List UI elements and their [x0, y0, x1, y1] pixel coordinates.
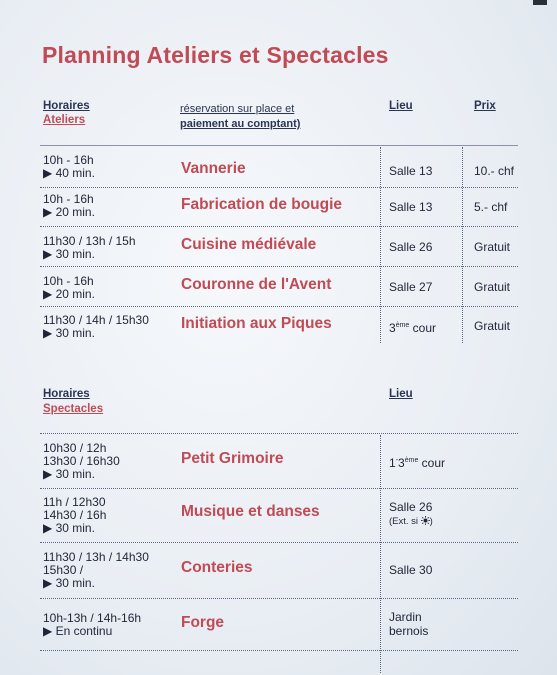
spectacle-name: Petit Grimoire	[181, 450, 284, 467]
reservation-note	[180, 102, 300, 132]
ateliers-horaires-header: Horaires	[43, 100, 90, 112]
ateliers-prix-header: Prix	[474, 100, 496, 112]
ateliers-lieu-separator	[380, 147, 381, 343]
sun-icon	[421, 516, 430, 525]
atelier-prix: Gratuit	[474, 280, 511, 294]
ateliers-section-label: Ateliers	[43, 114, 86, 126]
atelier-duration: ▶ 30 min.	[43, 247, 95, 261]
row-divider	[40, 598, 518, 599]
atelier-time: 10h - 16h	[43, 274, 94, 288]
atelier-lieu: Salle 27	[389, 280, 433, 294]
spectacle-lieu: Salle 26	[389, 500, 433, 514]
atelier-prix: Gratuit	[474, 319, 511, 333]
atelier-name: Initiation aux Piques	[181, 315, 332, 332]
row-divider	[40, 488, 518, 489]
spectacle-time: 14h30 / 16h	[43, 508, 107, 522]
spectacle-time: 15h30 /	[43, 563, 84, 577]
page-title: Planning Ateliers et Spectacles	[42, 42, 389, 68]
atelier-lieu: Salle 26	[389, 240, 433, 254]
atelier-lieu: Salle 13	[389, 200, 433, 214]
reservation-note-line1: réservation sur place et	[180, 103, 295, 115]
spectacles-section-label: Spectacles	[43, 403, 104, 415]
spectacle-time: 11h / 12h30	[43, 495, 106, 509]
spectacle-name: Musique et danses	[181, 503, 320, 520]
atelier-time: 11h30 / 13h / 15h	[43, 234, 136, 248]
atelier-lieu: 3ème cour	[389, 321, 436, 335]
spectacle-lieu: 1-3ème cour	[389, 456, 446, 470]
atelier-duration: ▶ 20 min.	[43, 205, 95, 219]
atelier-prix: Gratuit	[474, 240, 511, 254]
atelier-name: Fabrication de bougie	[181, 196, 343, 213]
atelier-name: Cuisine médiévale	[181, 236, 317, 253]
row-divider	[40, 650, 518, 651]
atelier-time: 11h30 / 14h / 15h30	[43, 313, 149, 327]
spectacle-time: 10h30 / 12h	[43, 441, 107, 455]
spectacle-name: Conteries	[181, 559, 253, 576]
row-divider	[40, 187, 518, 188]
row-divider	[40, 266, 518, 267]
spectacle-name: Forge	[181, 614, 225, 631]
row-divider	[40, 542, 518, 543]
corner-mark	[533, 0, 547, 5]
spectacle-duration: ▶ En continu	[43, 624, 113, 638]
atelier-time: 10h - 16h	[43, 153, 94, 167]
atelier-name: Couronne de l'Avent	[181, 276, 332, 293]
atelier-duration: ▶ 40 min.	[43, 166, 95, 180]
spectacle-time: 11h30 / 13h / 14h30	[43, 550, 149, 564]
atelier-name: Vannerie	[181, 160, 246, 177]
spectacle-duration: ▶ 30 min.	[43, 467, 95, 481]
atelier-prix: 5.- chf	[474, 200, 508, 214]
ateliers-prix-separator	[462, 147, 463, 343]
spectacle-duration: ▶ 30 min.	[43, 521, 95, 535]
ateliers-header-divider	[40, 145, 518, 146]
reservation-note-line2: paiement au comptant)	[180, 118, 301, 130]
atelier-time: 10h - 16h	[43, 192, 94, 206]
atelier-prix: 10.- chf	[474, 164, 515, 178]
spectacle-duration: ▶ 30 min.	[43, 576, 95, 590]
spectacle-time: 13h30 / 16h30	[43, 454, 120, 468]
spectacle-lieu: bernois	[389, 624, 429, 638]
atelier-duration: ▶ 30 min.	[43, 326, 95, 340]
spectacle-time: 10h-13h / 14h-16h	[43, 611, 142, 625]
row-divider	[40, 226, 518, 227]
spectacle-lieu: Salle 30	[389, 563, 433, 577]
spectacle-lieu-note: (Ext. si )	[389, 516, 433, 527]
spectacles-header-divider	[40, 433, 518, 434]
atelier-lieu: Salle 13	[389, 164, 433, 178]
atelier-duration: ▶ 20 min.	[43, 287, 95, 301]
spectacles-horaires-header: Horaires	[43, 388, 90, 400]
row-divider	[40, 306, 518, 307]
spectacles-lieu-separator	[380, 435, 381, 673]
spectacle-lieu: Jardin	[389, 610, 422, 624]
ateliers-lieu-header: Lieu	[389, 100, 413, 112]
spectacles-lieu-header: Lieu	[389, 388, 413, 400]
